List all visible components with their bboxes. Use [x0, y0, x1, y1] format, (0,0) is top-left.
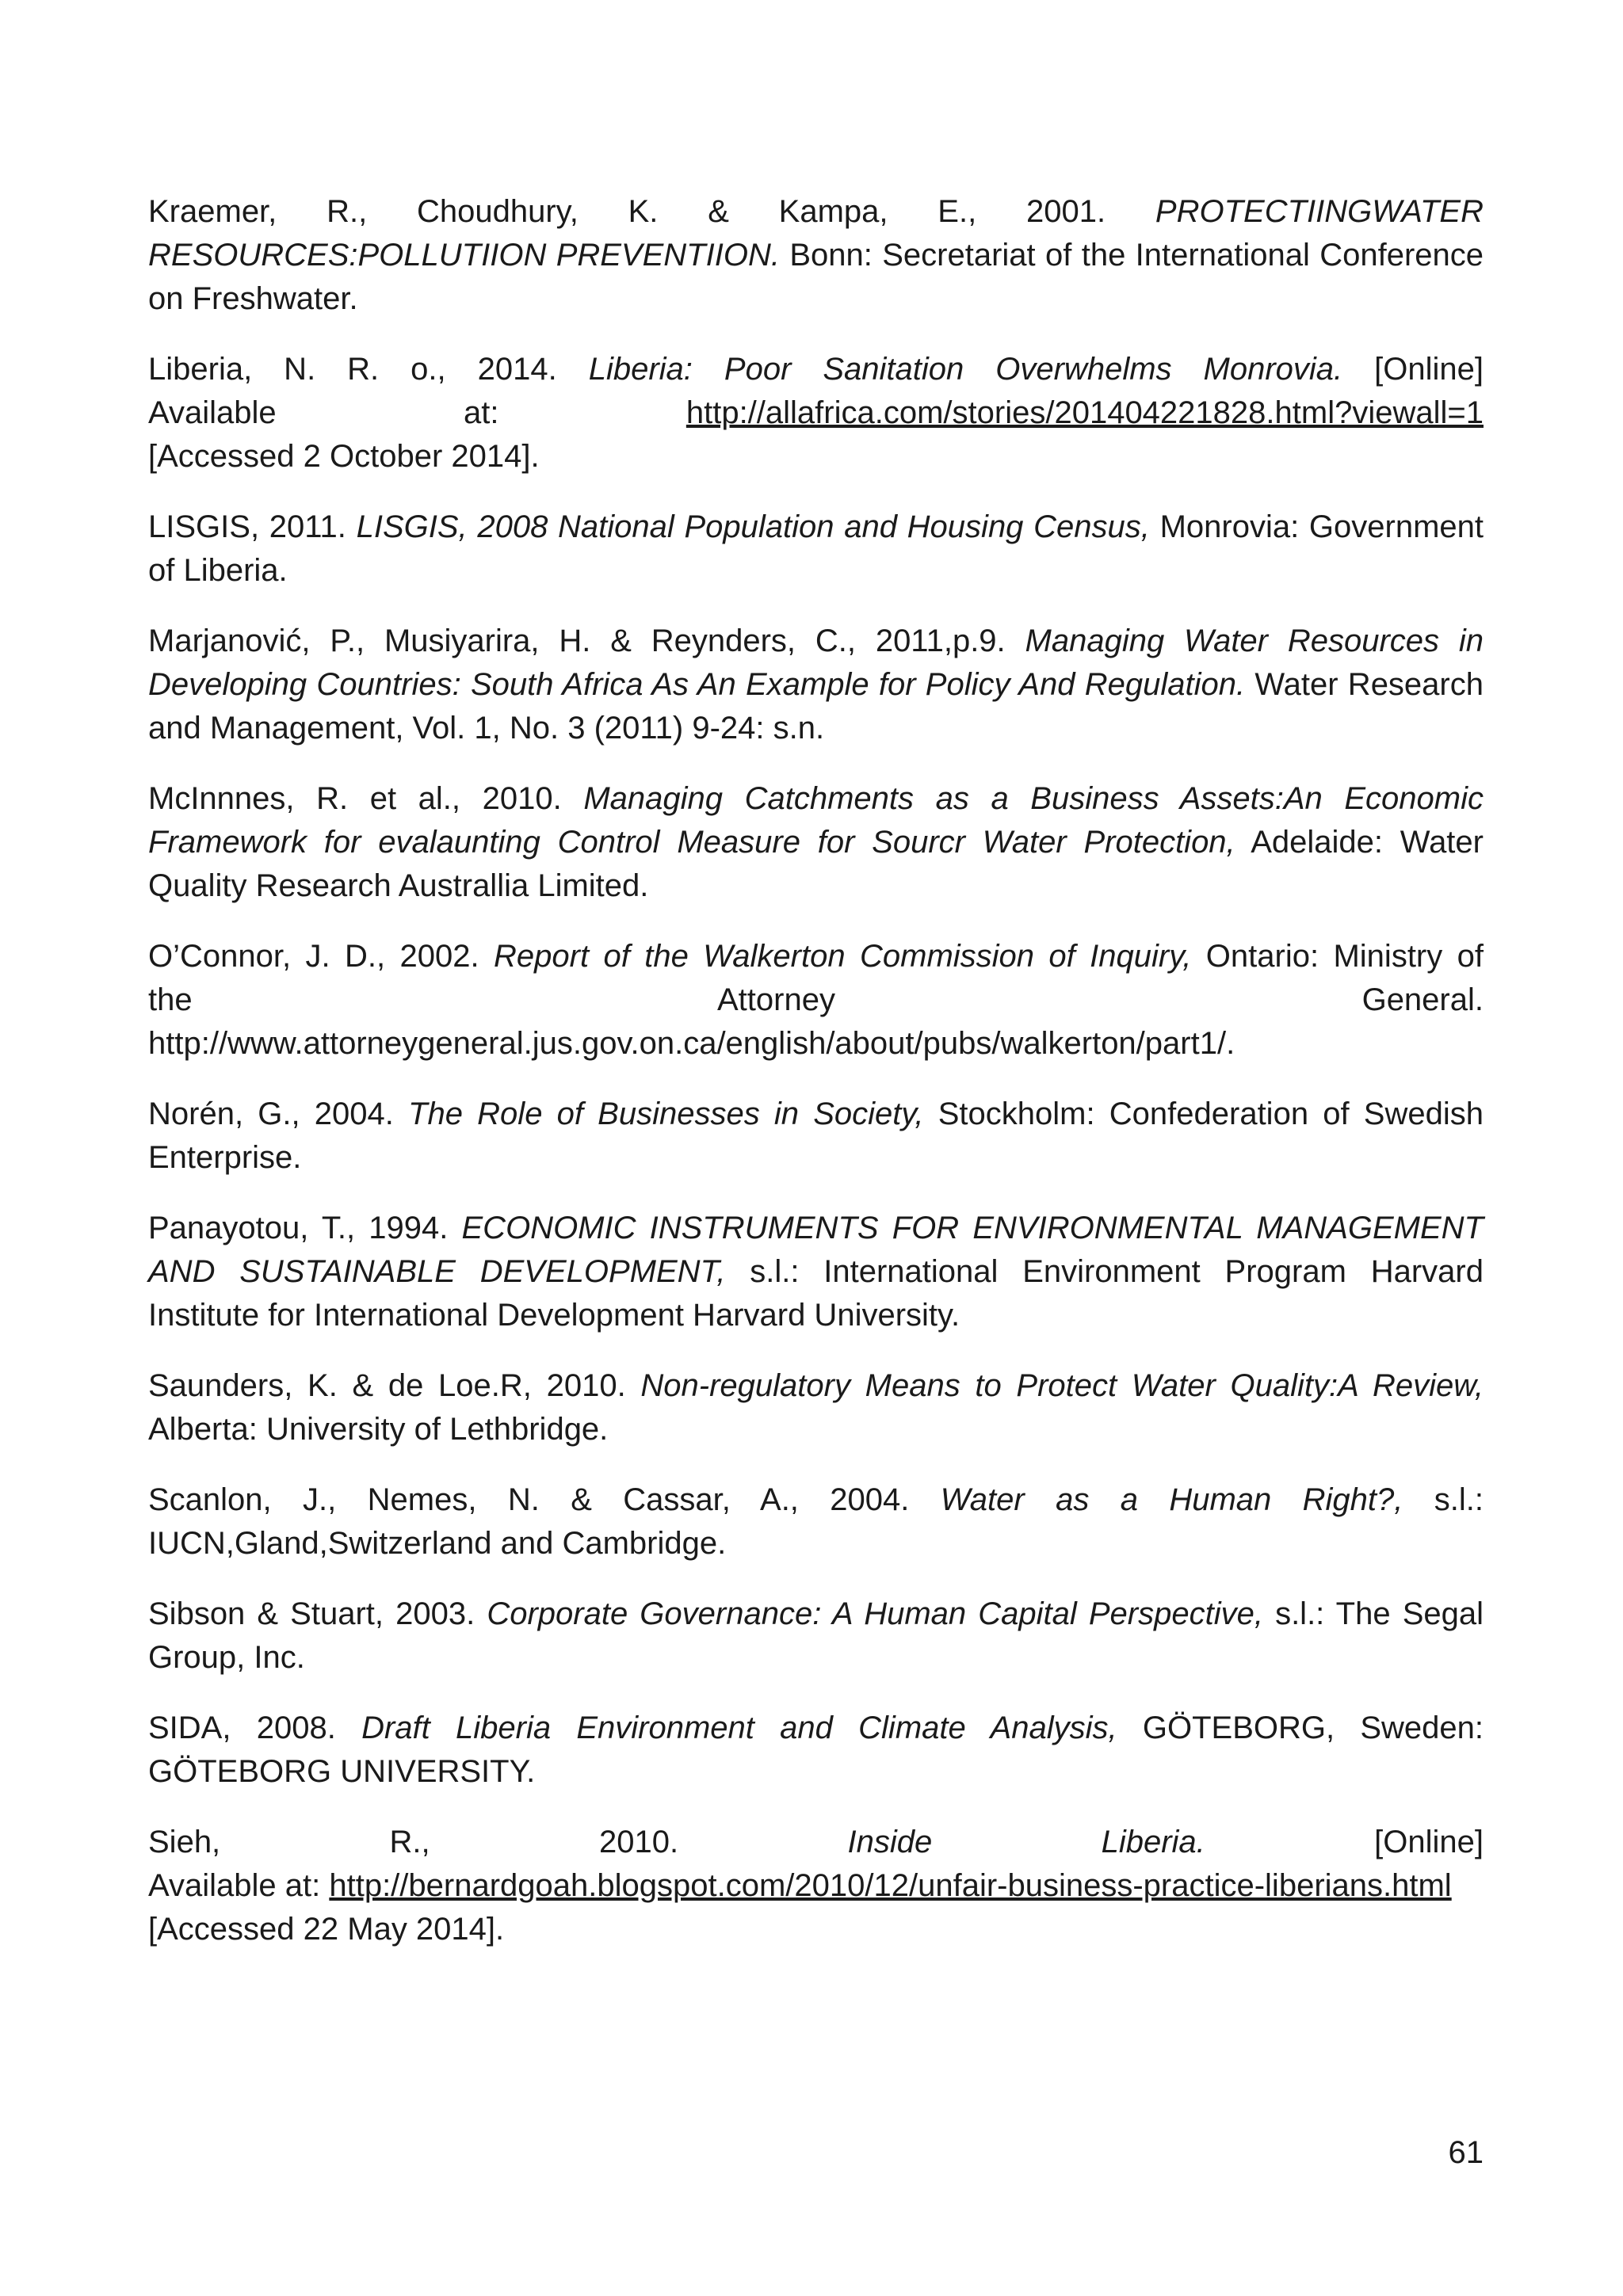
reference-noren-2004 — [148, 1093, 1484, 1180]
reference-sieh-2010 — [148, 1821, 1484, 1951]
reference-title: Draft Liberia Environment and Climate Analysis, — [361, 1711, 1117, 1745]
reference-list — [148, 190, 1484, 1978]
reference-publisher: s.l.: The Segal Group, Inc. — [148, 1596, 1484, 1675]
reference-available-label: Available — [148, 395, 277, 430]
reference-lisgis-2011 — [148, 505, 1484, 593]
reference-authors: Liberia, N. R. o., 2014. — [148, 352, 589, 387]
reference-publisher: Stockholm: Confederation of Swedish Enterprise. — [148, 1097, 1484, 1175]
reference-publisher-line: the Attorney General. — [148, 982, 1484, 1017]
reference-title: The Role of Businesses in Society, — [408, 1097, 924, 1131]
reference-title: Liberia: Poor Sanitation Overwhelms Monrovia. — [588, 352, 1343, 387]
reference-panayotou-1994 — [148, 1207, 1484, 1337]
reference-title: PROTECTIINGWATER RESOURCES:POLLUTIION PREVENTIION. — [148, 194, 1484, 273]
reference-publisher: Monrovia: Government of Liberia. — [148, 509, 1484, 588]
reference-title: Managing Water Resources in Developing Countries: South Africa As An Example for Policy And Regulation. — [148, 624, 1484, 702]
reference-line — [148, 391, 1484, 435]
reference-sibson-2003 — [148, 1592, 1484, 1680]
reference-publisher: Alberta: University of Lethbridge. — [148, 1412, 609, 1447]
reference-publisher: Adelaide: Water Quality Research Australlia Limited. — [148, 825, 1484, 903]
reference-scanlon-2004 — [148, 1478, 1484, 1566]
reference-line — [148, 1821, 1484, 1864]
reference-publisher: s.l.: International Environment Program Harvard Institute for International Development Harvard University. — [148, 1254, 1484, 1333]
reference-title: Report of the Walkerton Commission of Inquiry, — [494, 939, 1192, 974]
reference-authors: Saunders, K. & de Loe.R, 2010. — [148, 1368, 641, 1403]
reference-authors: LISGIS, 2011. — [148, 509, 357, 544]
reference-authors: Norén, G., 2004. — [148, 1097, 409, 1131]
reference-title: Non-regulatory Means to Protect Water Quality:A Review, — [640, 1368, 1484, 1403]
reference-url-link[interactable]: http://bernardgoah.blogspot.com/2010/12/unfair-business-practice-liberians.html — [329, 1868, 1452, 1903]
reference-authors: Panayotou, T., 1994. — [148, 1211, 462, 1245]
reference-saunders-2010 — [148, 1364, 1484, 1451]
reference-authors: SIDA, 2008. — [148, 1711, 362, 1745]
reference-publisher: Ontario: Ministry of — [1191, 939, 1484, 974]
reference-marjanovic-2011 — [148, 620, 1484, 750]
reference-title: Inside Liberia. — [847, 1825, 1205, 1859]
reference-kraemer-2001 — [148, 190, 1484, 321]
reference-at-label: at: — [463, 395, 499, 430]
reference-authors: O’Connor, J. D., 2002. — [148, 939, 495, 974]
reference-at-label: at: — [285, 1868, 321, 1903]
reference-online-tag: [Online] — [1342, 352, 1484, 387]
reference-title: Water as a Human Right?, — [940, 1482, 1403, 1517]
reference-accessed: [Accessed 2 October 2014]. — [148, 439, 540, 474]
reference-line — [148, 348, 1484, 391]
reference-authors: Marjanović, P., Musiyarira, H. & Reynders, C., 2011,p.9. — [148, 624, 1025, 658]
reference-publisher: Bonn: Secretariat of the International Conference on Freshwater. — [148, 238, 1484, 316]
reference-publisher: s.l.: IUCN,Gland,Switzerland and Cambridge. — [148, 1482, 1484, 1561]
page-number: 61 — [1448, 2135, 1484, 2170]
reference-title: Corporate Governance: A Human Capital Perspective, — [487, 1596, 1263, 1631]
reference-line — [148, 935, 1484, 978]
reference-authors: Scanlon, J., Nemes, N. & Cassar, A., 2004. — [148, 1482, 941, 1517]
reference-url-link[interactable]: http://allafrica.com/stories/201404221828.html?viewall=1 — [685, 395, 1484, 430]
reference-online-tag: [Online] — [1205, 1825, 1484, 1859]
reference-publisher: GÖTEBORG, Sweden: GÖTEBORG UNIVERSITY. — [148, 1711, 1484, 1789]
reference-sida-2008 — [148, 1707, 1484, 1794]
reference-authors: Sieh, R., 2010. — [148, 1825, 848, 1859]
reference-title: LISGIS, 2008 National Population and Housing Census, — [356, 509, 1150, 544]
reference-mcinnnes-2010 — [148, 777, 1484, 908]
reference-available-label: Available — [148, 1868, 277, 1903]
reference-liberia-2014 — [148, 348, 1484, 479]
reference-authors: Kraemer, R., Choudhury, K. & Kampa, E., 2001. — [148, 194, 1155, 229]
reference-oconnor-2002 — [148, 935, 1484, 1066]
reference-accessed: [Accessed 22 May 2014]. — [148, 1912, 505, 1947]
reference-title: ECONOMIC INSTRUMENTS FOR ENVIRONMENTAL MANAGEMENT AND SUSTAINABLE DEVELOPMENT, — [148, 1211, 1484, 1289]
reference-publisher: Water Research and Management, Vol. 1, No. 3 (2011) 9-24: s.n. — [148, 667, 1484, 746]
reference-url: http://www.attorneygeneral.jus.gov.on.ca/english/about/pubs/walkerton/part1/. — [148, 1026, 1235, 1061]
reference-title: Managing Catchments as a Business Assets:An Economic Framework for evalaunting Control Measure for Sourcr Water Protection, — [148, 781, 1484, 860]
reference-authors: McInnnes, R. et al., 2010. — [148, 781, 584, 816]
reference-authors: Sibson & Stuart, 2003. — [148, 1596, 487, 1631]
